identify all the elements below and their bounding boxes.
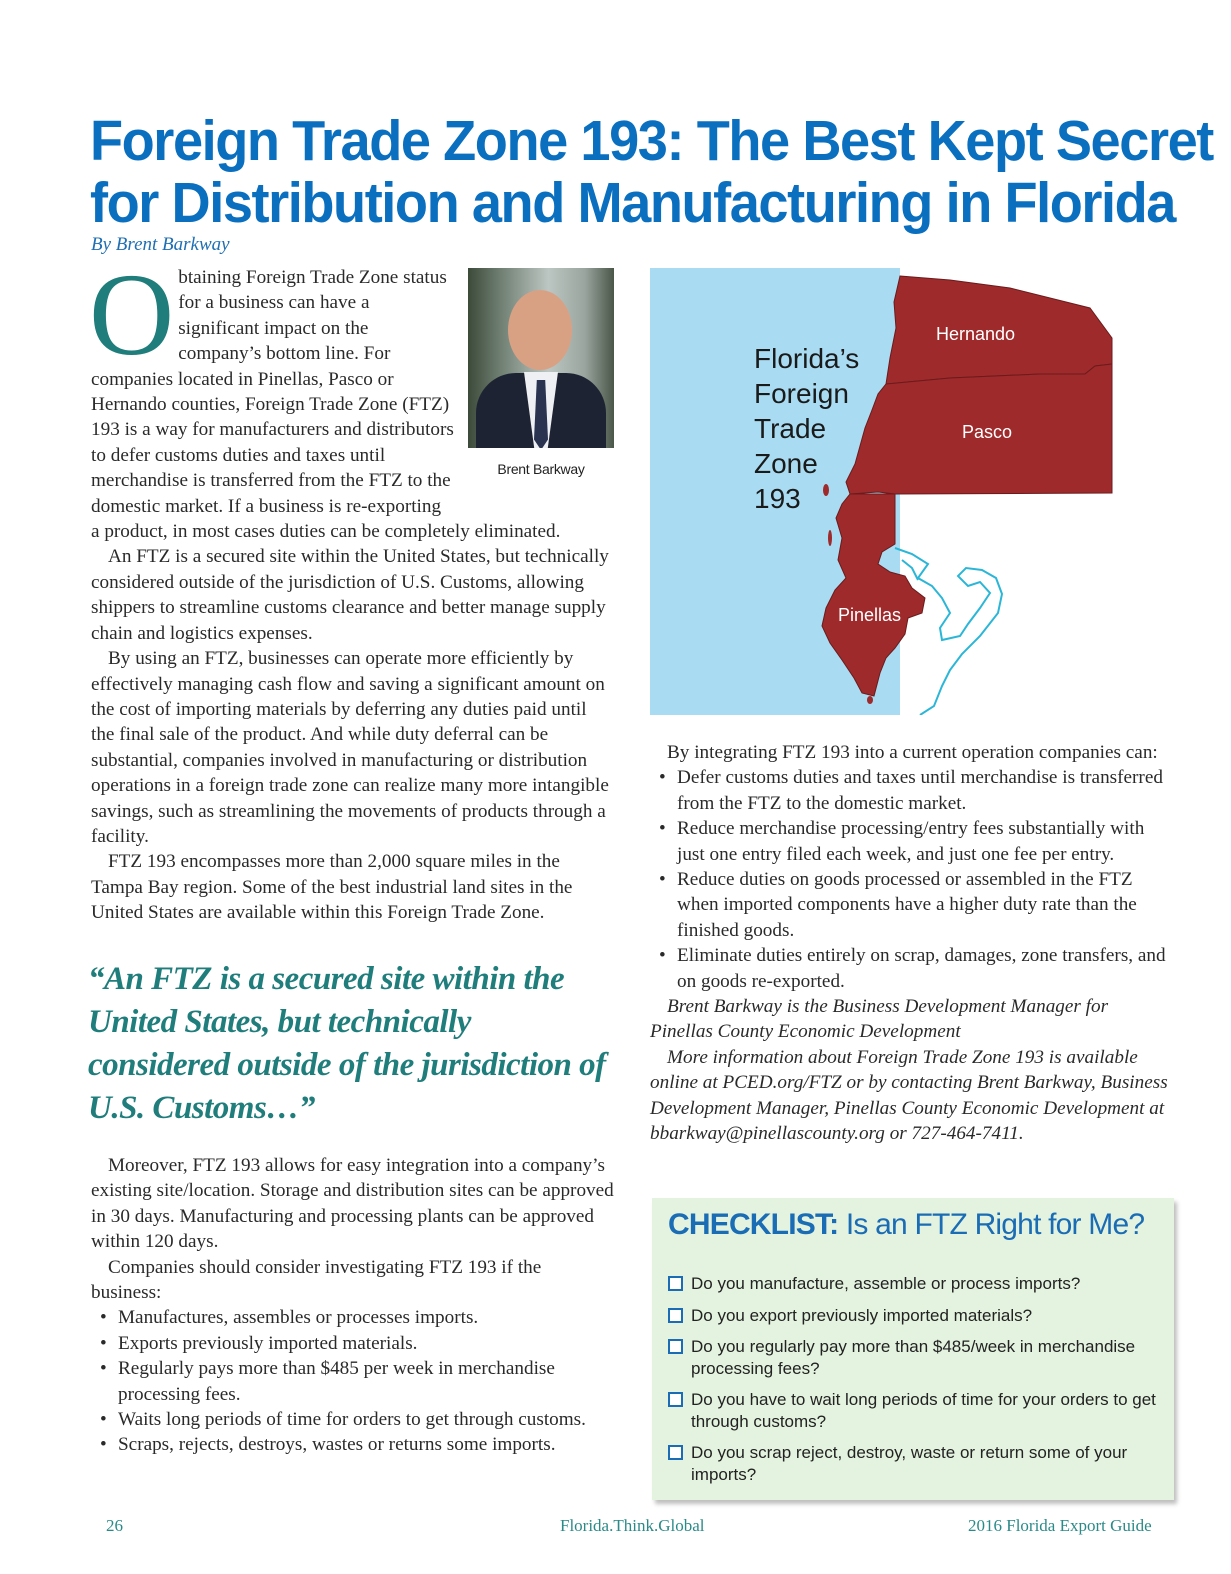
checklist-title-rest: Is an FTZ Right for Me? (838, 1208, 1145, 1241)
article-title (90, 109, 1213, 235)
map-title-line: Zone (754, 448, 818, 479)
map-graphic (650, 268, 1172, 715)
title-line-2: for Distribution and Manufacturing in Florida (90, 171, 1176, 235)
checklist-title (668, 1208, 1144, 1242)
checklist-item: Do you have to wait long periods of time for your orders to get through customs? (668, 1389, 1158, 1432)
county-label-pinellas: Pinellas (838, 605, 902, 625)
author-photo-box (468, 268, 614, 500)
paragraph-ftz-definition: An FTZ is a secured site within the United States, but technically considered outside of the jurisdiction of U.S. Customs, allowing shippers to streamline customs clearance and better manage supply chain and logistics expenses. (91, 546, 609, 644)
checklist-item: Do you scrap reject, destroy, waste or return some of your imports? (668, 1442, 1158, 1485)
list-item: • Reduce duties on goods processed or assembled in the FTZ when imported components have a higher duty rate than the finished goods. (650, 867, 1174, 943)
map-title-line: Florida’s (754, 343, 860, 374)
footer-site: Florida.Think.Global (560, 1516, 705, 1535)
county-label-pasco: Pasco (962, 422, 1013, 442)
map-title-line: Trade (754, 413, 827, 444)
list-item: • Eliminate duties entirely on scrap, damages, zone transfers, and on goods re-exported. (650, 943, 1174, 994)
footer-publication: 2016 Florida Export Guide (968, 1516, 1152, 1535)
list-item: • Waits long periods of time for orders to get through customs. (91, 1407, 614, 1432)
list-item: • Regularly pays more than $485 per week in merchandise processing fees. (91, 1356, 614, 1407)
checklist-items (668, 1273, 1158, 1495)
paragraph-consider: Companies should consider investigating FTZ 193 if the business: (91, 1256, 542, 1304)
photo-caption: Brent Barkway (497, 461, 585, 477)
checklist-item: Do you regularly pay more than $485/week in merchandise processing fees? (668, 1336, 1158, 1379)
paragraph-area: FTZ 193 encompasses more than 2,000 square miles in the Tampa Bay region. Some of the best industrial land sites in the United States are available within this Foreign Trade Zone. (91, 851, 573, 924)
checklist-title-bold: CHECKLIST: (668, 1208, 839, 1241)
right-column (650, 740, 1174, 1147)
checkbox-icon (668, 1308, 683, 1323)
page-number: 26 (106, 1516, 123, 1535)
checkbox-icon (668, 1339, 683, 1354)
left-column-top (89, 249, 614, 926)
paragraph-integration: Moreover, FTZ 193 allows for easy integration into a company’s existing site/location. Storage and distribution sites can be approved in 30 days. Manufacturing and processing plants can be approved within 120 days. (91, 1155, 614, 1253)
author-photo (468, 268, 614, 448)
checklist-item: Do you manufacture, assemble or process imports? (668, 1273, 1158, 1295)
business-criteria-list (91, 1305, 614, 1457)
paragraph-efficiency: By using an FTZ, businesses can operate more efficiently by effectively managing cash flow and saving a significant amount on the cost of importing materials by deferring any duties paid until the final sale of the product. And while duty deferral can be substantial, companies involved in manufacturing or distribution operations in a foreign trade zone can realize many more intangible savings, such as streamlining the movements of products through a facility. (91, 648, 609, 847)
island (867, 696, 873, 704)
pull-quote: “An FTZ is a secured site within the United States, but technically considered outside of the jurisdiction of U.S. Customs…” (88, 961, 606, 1126)
author-bio: Brent Barkway is the Business Development Manager for Pinellas County Economic Development (650, 996, 1109, 1043)
byline: By Brent Barkway (91, 234, 230, 255)
county-label-hernando: Hernando (936, 324, 1016, 344)
list-item: • Manufactures, assembles or processes imports. (91, 1305, 614, 1330)
checkbox-icon (668, 1445, 683, 1460)
map-title-line: Foreign (754, 378, 849, 409)
list-item: • Scraps, rejects, destroys, wastes or returns some imports. (91, 1432, 614, 1457)
list-item: • Defer customs duties and taxes until merchandise is transferred from the FTZ to the domestic market. (650, 765, 1174, 816)
checkbox-icon (668, 1392, 683, 1407)
checklist-item: Do you export previously imported materials? (668, 1305, 1158, 1327)
left-column-bottom (91, 1153, 614, 1458)
map-title-line: 193 (754, 483, 801, 514)
more-info: More information about Foreign Trade Zone 193 is available online at PCED.org/FTZ or by contacting Brent Barkway, Business Development Manager, Pinellas County Economic Development at bbarkway@pinellascounty.org or 727-464-7411. (650, 1046, 1168, 1145)
island (823, 484, 829, 496)
checkbox-icon (668, 1276, 683, 1291)
paragraph-integrating: By integrating FTZ 193 into a current operation companies can: (667, 742, 1158, 763)
ftz-map (650, 268, 1172, 715)
paragraph-intro: btaining Foreign Trade Zone status for a business can have a significant impact on the company’s bottom line. For companies located in Pinellas, Pasco or Hernando counties, Foreign Trade Zone (FTZ) 193 is a way for manufacturers and distributors to defer customs duties and taxes until merchandise is transferred from the FTZ to the domestic market. If a business is re-exporting a product, in most cases duties can be completely eliminated. (91, 267, 561, 543)
checklist-box (652, 1198, 1174, 1500)
title-line-1: Foreign Trade Zone 193: The Best Kept Secret (90, 109, 1213, 173)
drop-cap: O (89, 249, 175, 380)
list-item: • Exports previously imported materials. (91, 1331, 614, 1356)
benefits-list (650, 765, 1174, 994)
island (828, 530, 832, 546)
list-item: • Reduce merchandise processing/entry fees substantially with just one entry filed each week, and just one fee per entry. (650, 816, 1174, 867)
